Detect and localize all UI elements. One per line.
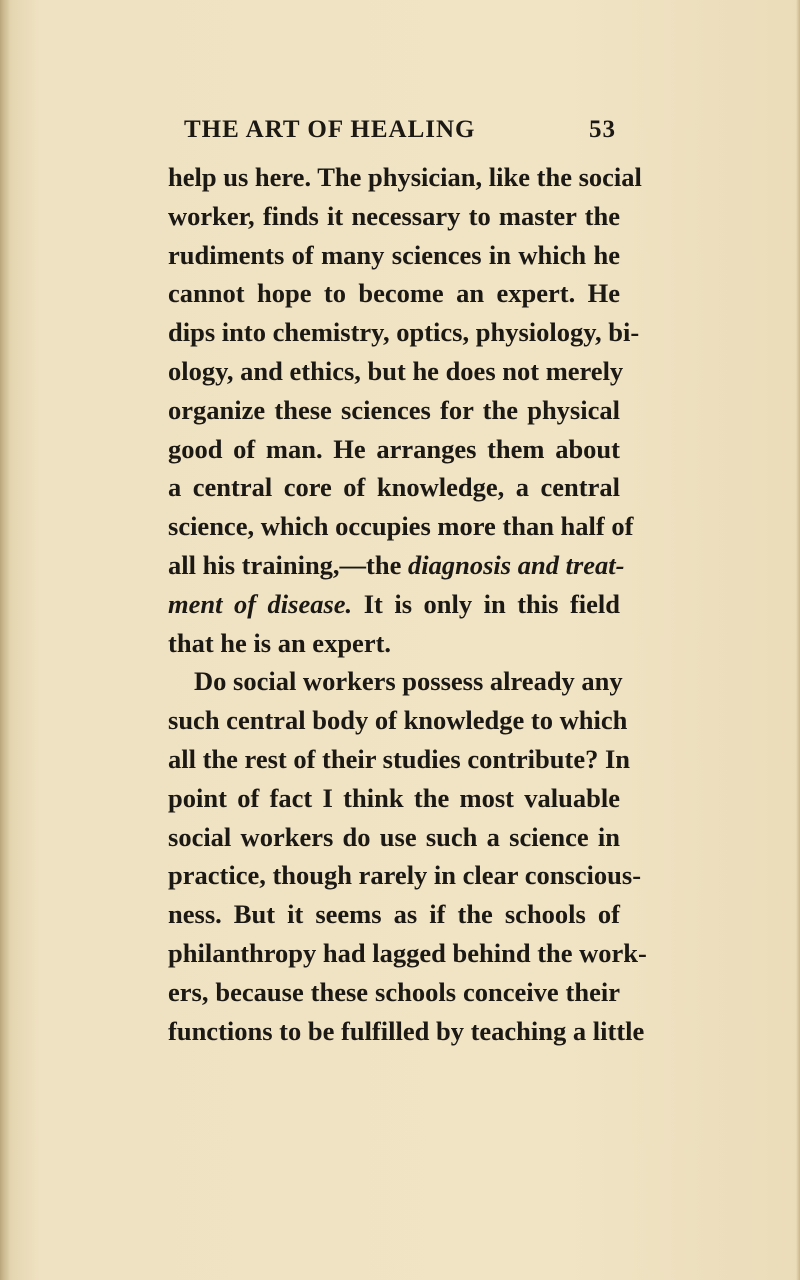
text-line: ology, and ethics, but he does not merely xyxy=(168,355,624,386)
page-edge xyxy=(796,0,800,1280)
text-line: that he is an expert. xyxy=(168,627,392,658)
text-line: all the rest of their studies contribute? In xyxy=(168,743,631,774)
text-line xyxy=(168,546,625,585)
text-line: point of fact I think the most valuable xyxy=(168,782,620,813)
text-line: dips into chemistry, optics, physiology, bi- xyxy=(168,317,640,348)
text-line: help us here. The physician, like the social xyxy=(168,162,642,192)
text-line: philanthropy had lagged behind the work- xyxy=(168,937,647,968)
text-line: rudiments of many sciences in which he xyxy=(168,239,620,270)
italic-phrase: ment of disease. xyxy=(168,588,353,619)
text-line: science, which occupies more than half of xyxy=(168,511,634,542)
text-line: good of man. He arranges them about xyxy=(168,433,620,464)
text-line: cannot hope to become an expert. He xyxy=(168,278,620,309)
text-line: such central body of knowledge to which xyxy=(168,705,628,736)
text-line: ers, because these schools conceive their xyxy=(168,976,620,1007)
page-number: 53 xyxy=(589,116,616,143)
running-title: THE ART OF HEALING xyxy=(184,116,476,143)
text-line: ness. But it seems as if the schools of xyxy=(168,899,620,930)
italic-phrase: diagnosis and treat- xyxy=(408,549,625,580)
text-line: a central core of knowledge, a central xyxy=(168,472,620,503)
gutter-shadow xyxy=(0,0,10,1280)
text-line xyxy=(168,585,620,624)
text-segment: It is only in this field xyxy=(352,588,620,619)
running-head xyxy=(184,116,616,148)
text-segment: all his training,—the xyxy=(168,549,409,580)
text-line: social workers do use such a science in xyxy=(168,821,620,852)
text-line: worker, finds it necessary to master the xyxy=(168,200,620,231)
body-text xyxy=(168,158,647,1050)
text-line: functions to be fulfilled by teaching a little xyxy=(168,1015,645,1046)
text-line: practice, though rarely in clear conscious- xyxy=(168,860,642,891)
paragraph-start-line: Do social workers possess already any xyxy=(194,666,623,697)
text-line: organize these sciences for the physical xyxy=(168,394,620,425)
